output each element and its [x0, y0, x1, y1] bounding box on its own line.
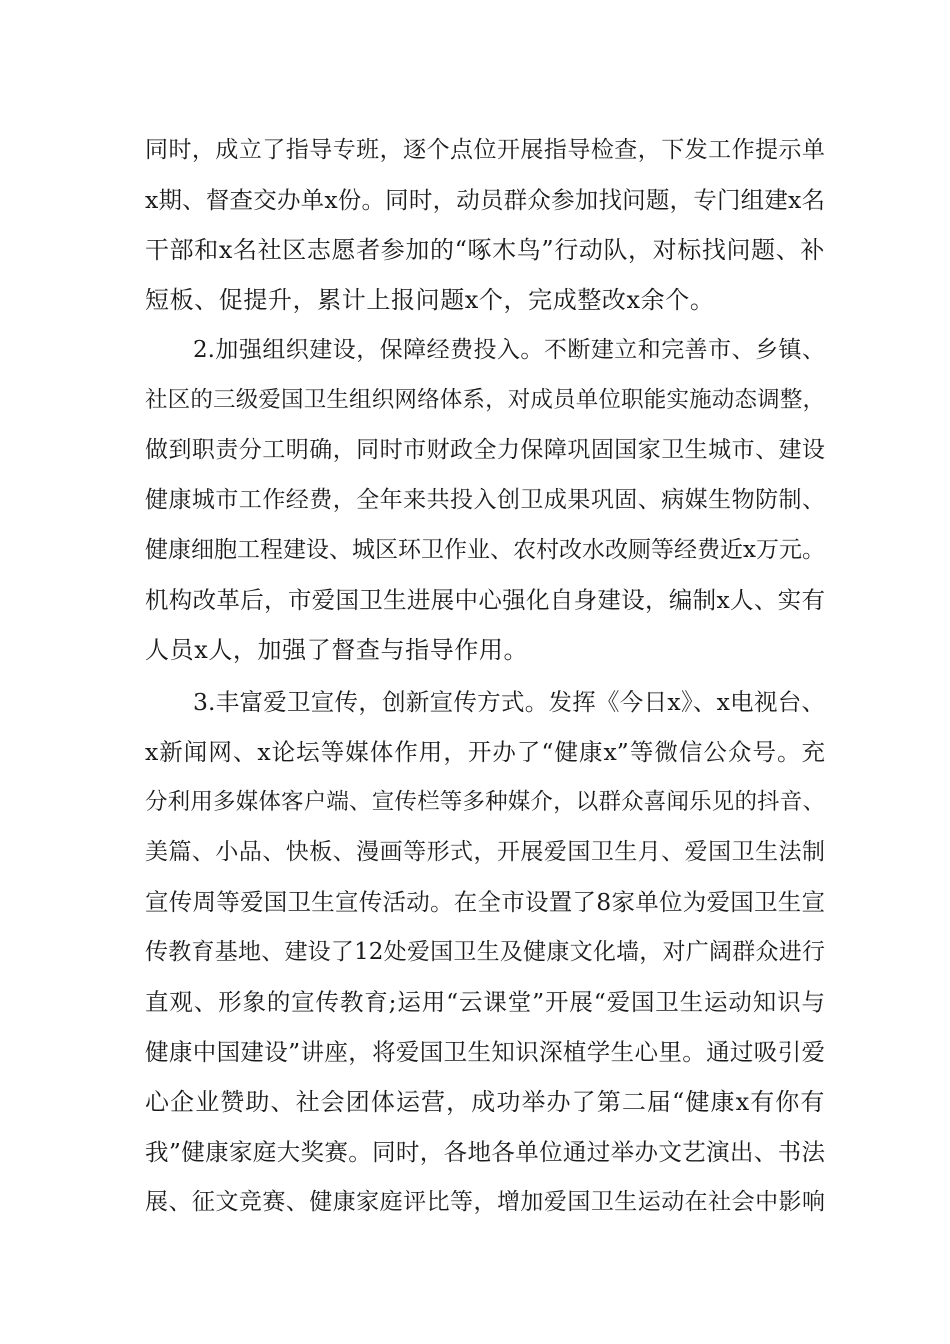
paragraph-line: x期、督查交办单x份。同时，动员群众参加找问题，专门组建x名 [145, 186, 825, 214]
paragraph-line: 美篇、小品、快板、漫画等形式，开展爱国卫生月、爱国卫生法制 [145, 839, 825, 865]
paragraph-line: 社区的三级爱国卫生组织网络体系，对成员单位职能实施动态调整， [145, 387, 825, 413]
paragraph-line: 做到职责分工明确，同时市财政全力保障巩固国家卫生城市、建设 [145, 437, 825, 463]
section-heading-line: 2.加强组织建设，保障经费投入。不断建立和完善市、乡镇、 [193, 337, 825, 363]
paragraph-line: 干部和x名社区志愿者参加的“啄木鸟”行动队，对标找问题、补 [145, 236, 825, 264]
paragraph-line: 我”健康家庭大奖赛。同时，各地各单位通过举办文艺演出、书法 [145, 1138, 825, 1166]
section-heading-line: 3.丰富爱卫宣传，创新宣传方式。发挥《今日x》、x电视台、 [193, 688, 825, 716]
paragraph-line: x新闻网、x论坛等媒体作用，开办了“健康x”等微信公众号。充 [145, 738, 825, 766]
paragraph-line: 传教育基地、建设了12处爱国卫生及健康文化墙，对广阔群众进行 [145, 939, 825, 965]
paragraph-line: 直观、形象的宣传教育;运用“云课堂”开展“爱国卫生运动知识与 [145, 988, 825, 1016]
paragraph-line: 宣传周等爱国卫生宣传活动。在全市设置了8家单位为爱国卫生宣 [145, 888, 825, 916]
paragraph-line: 分利用多媒体客户端、宣传栏等多种媒介，以群众喜闻乐见的抖音、 [145, 789, 825, 815]
paragraph-line: 展、征文竞赛、健康家庭评比等，增加爱国卫生运动在社会中影响 [145, 1189, 825, 1215]
paragraph-line: 健康中国建设”讲座，将爱国卫生知识深植学生心里。通过吸引爱 [145, 1038, 825, 1066]
paragraph-line: 心企业赞助、社会团体运营，成功举办了第二届“健康x有你有 [145, 1088, 825, 1116]
paragraph-line: 短板、促提升，累计上报问题x个，完成整改x余个。 [145, 286, 715, 314]
paragraph-line: 人员x人，加强了督查与指导作用。 [145, 636, 529, 664]
paragraph-line: 同时，成立了指导专班，逐个点位开展指导检查，下发工作提示单 [145, 137, 825, 163]
paragraph-line: 健康城市工作经费，全年来共投入创卫成果巩固、病媒生物防制、 [145, 487, 825, 513]
paragraph-line: 健康细胞工程建设、城区环卫作业、农村改水改厕等经费近x万元。 [145, 537, 825, 563]
paragraph-line: 机构改革后，市爱国卫生进展中心强化自身建设，编制x人、实有 [145, 586, 825, 614]
